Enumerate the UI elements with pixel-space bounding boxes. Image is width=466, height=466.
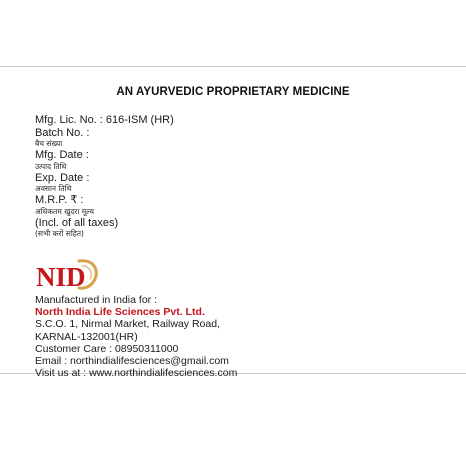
company-name: North India Life Sciences Pvt. Ltd. xyxy=(35,306,205,319)
nid-logo-graphic xyxy=(35,255,105,295)
customer-care: Customer Care : 08950311000 xyxy=(35,342,179,355)
exp-date-hindi: अवसान तिथि xyxy=(35,184,72,193)
exp-date: Exp. Date : xyxy=(35,171,90,184)
batch-number-hindi: बैच संख्या xyxy=(35,139,63,148)
label-card xyxy=(0,66,466,380)
mfg-date: Mfg. Date : xyxy=(35,149,89,161)
mrp-hindi: अधिकतम खुदरा मूल्य xyxy=(35,206,94,216)
batch-number: Batch No. : xyxy=(35,126,90,139)
nid-logo xyxy=(35,255,105,295)
address-line-1: S.C.O. 1, Nirmal Market, Railway Road, xyxy=(35,318,220,331)
email: Email : northindialifesciences@gmail.com xyxy=(35,355,229,368)
logo-text: NID xyxy=(36,262,86,292)
taxes-note: (Incl. of all taxes) xyxy=(35,216,119,229)
label-heading: AN AYURVEDIC PROPRIETARY MEDICINE xyxy=(116,86,350,98)
mfg-license: Mfg. Lic. No. : 616-ISM (HR) xyxy=(35,114,174,126)
mrp: M.R.P. ₹ : xyxy=(35,194,84,206)
taxes-note-hindi: (सभी करों सहित) xyxy=(35,229,84,238)
batch-info xyxy=(35,114,174,239)
manufacturer-block xyxy=(35,294,237,379)
address-line-2: KARNAL-132001(HR) xyxy=(35,330,138,343)
mfg-date-hindi: उत्पाद तिथि xyxy=(35,161,67,171)
website: Visit us at : www.northindialifesciences.com xyxy=(35,367,238,380)
manufacturer-intro: Manufactured in India for : xyxy=(35,294,157,306)
